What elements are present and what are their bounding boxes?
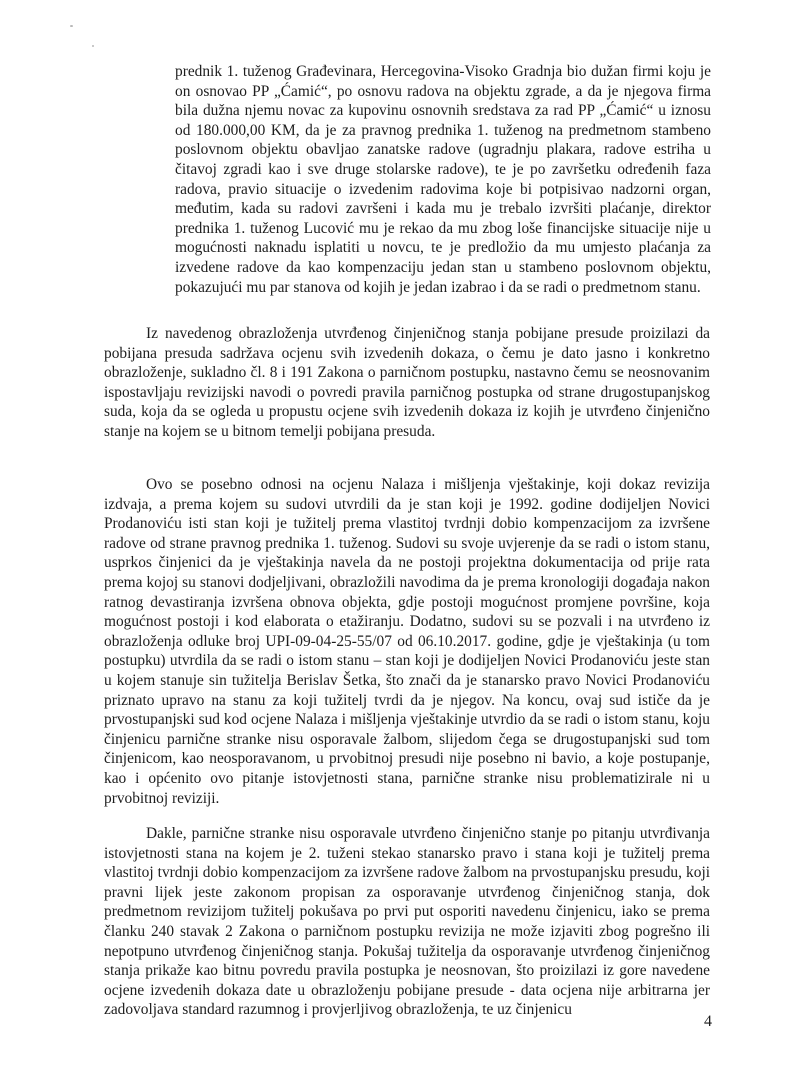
quoted-testimony: prednik 1. tuženog Građevinara, Hercegovina-Visoko Gradnja bio dužan firmi koju je on osnovao PP „Ćamić“, po osnovu radova na objektu zgrade, a da je njegova firma bila dužna njemu novac za kupovinu osnovnih sredstava za rad PP „Ćamić“ u iznosu od 180.000,00 KM, da je za pravnog prednika 1. tuženog na predmetnom stambeno poslovnom objektu obavljao zanatske radove (ugradnju plakara, radove estriha u čitavoj zgradi kao i sve druge stolarske radove), te je po završetku određenih faza radova, pravio situacije o izvedenim radovima koje bi potpisivao nadzorni organ, međutim, kada su radovi završeni i kada mu je trebalo izvršiti plaćanje, direktor prednika 1. tuženog Lucović mu je rekao da mu zbog loše financijske situacije nije u mogućnosti naknadu isplatiti u novcu, te je predložio da mu umjesto plaćanja za izvedene radove da kao kompenzaciju jedan stan u stambeno poslovnom objektu, pokazujući mu par stanova od kojih je jedan izabrao i da se radi o predmetnom stanu. — [175, 63, 711, 296]
page-number: 4 — [704, 1013, 712, 1030]
body-paragraph: Dakle, parnične stranke nisu osporavale utvrđeno činjenično stanje po pitanju utvrđivanja istovjetnosti stana na kojem je 2. tuženi stekao stanarsko pravo i stana koji je tužitelj prema vlastitoj tvrdnji dobio kompenzacijom za izvršene radove žalbom na prvostupanjsku presudu, koji pravni lijek jeste zakonom propisan za osporavanje utvrđenog činjeničnog stanja, dok predmetnom revizijom tužitelj pokušava po prvi put osporiti navedenu činjenicu, iako se prema članku 240 stavak 2 Zakona o parničnom postupku revizija ne može izjaviti zbog pogrešno ili nepotpuno utvrđenog činjeničnog stanja. Pokušaj tužitelja da osporavanje utvrđenog činjeničnog stanja prikaže kao bitnu povredu pravila postupka je neosnovan, što proizilazi iz gore navedene ocjene izvedenih dokaza date u obrazloženju pobijane presude - data ocjena nije arbitrarna jer zadovoljava standard razumnog i provjerljivog obrazloženja, te uz činjenicu — [104, 825, 710, 1019]
body-paragraph: Ovo se posebno odnosi na ocjenu Nalaza i mišljenja vještakinje, koji dokaz revizija izdvaja, a prema kojem su sudovi utvrdili da je stan koji je 1992. godine dodijeljen Novici Prodanoviću isti stan koji je tužitelj prema vlastitoj tvrdnji dobio kompenzacijom za izvršene radove od strane pravnog prednika 1. tuženog. Sudovi su svoje uvjerenje da se radi o istom stanu, usprkos činjenici da je vještakinja navela da ne postoji projektna dokumentacija od prije rata prema kojoj su stanovi dodjeljivani, obrazložili navodima da je prema kronologiji događaja nakon ratnog devastiranja izvršena obnova objekta, gdje postoji mogućnost promjene površine, koja mogućnost postoji i kod elaborata o etažiranju. Dodatno, sudovi su se pozvali i na utvrđeno iz obrazloženja odluke broj UPI-09-04-25-55/07 od 06.10.2017. godine, gdje je vještakinja (u tom postupku) utvrdila da se radi o istom stanu – stan koji je dodijeljen Novici Prodanoviću jeste stan u kojem stanuje sin tužitelja Berislav Šetka, što znači da je stanarsko pravo Novici Prodanoviću priznato upravo na stanu za koji tužitelj tvrdi da je njegov. Na koncu, ovaj sud ističe da je prvostupanjski sud kod ocjene Nalaza i mišljenja vještakinje utvrdio da se radi o istom stanu, koju činjenicu parnične stranke nisu osporavale žalbom, slijedom čega se drugostupanjski sud tom činjenicom, kao neosporavanom, u prvobitnoj presudi nije posebno ni bavio, a koje postupanje, kao i općenito ovo pitanje istovjetnosti stana, parnične stranke nisu problematizirale ni u prvobitnoj reviziji. — [104, 476, 710, 807]
scan-speck — [70, 25, 73, 27]
scan-speck — [92, 45, 94, 47]
body-paragraph: Iz navedenog obrazloženja utvrđenog činjeničnog stanja pobijane presude proizilazi da pobijana presuda sadržava ocjenu svih izvedenih dokaza, o čemu je dato jasno i konkretno obrazloženje, sukladno čl. 8 i 191 Zakona o parničnom postupku, nastavno čemu se neosnovanim ispostavljaju revizijski navodi o povredi pravila parničnog postupka od strane drugostupanjskog suda, koja da se ogleda u propustu ocjene svih izvedenih dokaza iz kojih je utvrđeno činjenično stanje na kojem se u bitnom temelji pobijana presuda. — [104, 325, 710, 440]
